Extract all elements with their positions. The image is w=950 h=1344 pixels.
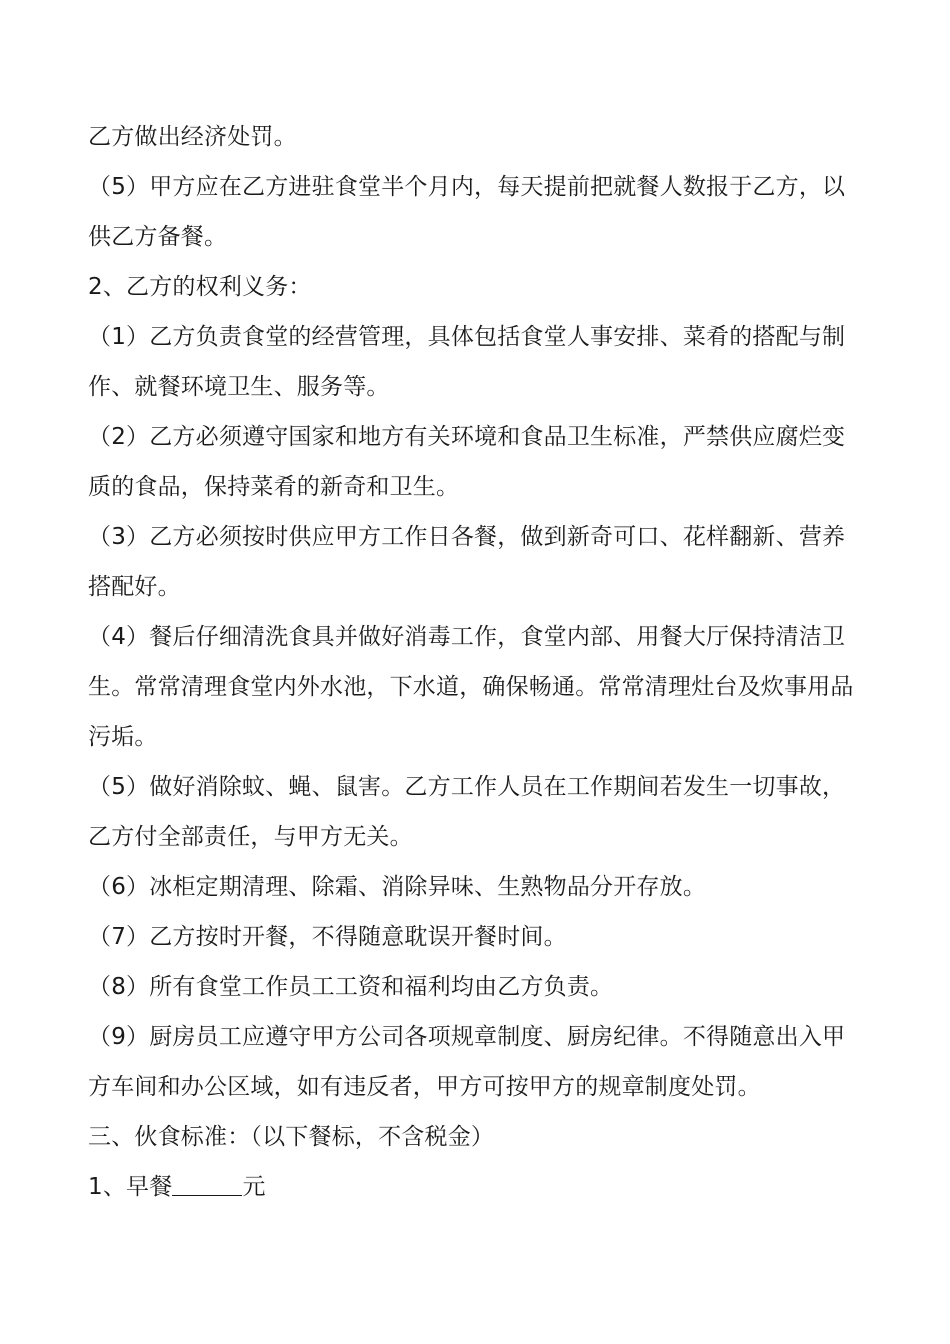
paragraph: （1）乙方负责食堂的经营管理，具体包括食堂人事安排、菜肴的搭配与制作、就餐环境卫生、服务等。 bbox=[88, 324, 846, 400]
paragraph: 乙方做出经济处罚。 bbox=[88, 124, 297, 150]
paragraph: （5）做好消除蚊、蝇、鼠害。乙方工作人员在工作期间若发生一切事故，乙方付全部责任，与甲方无关。 bbox=[88, 774, 846, 850]
paragraph: （5）甲方应在乙方进驻食堂半个月内，每天提前把就餐人数报于乙方，以供乙方备餐。 bbox=[88, 174, 846, 250]
paragraph: （2）乙方必须遵守国家和地方有关环境和食品卫生标准，严禁供应腐烂变质的食品，保持菜肴的新奇和卫生。 bbox=[88, 424, 846, 500]
paragraph: （6）冰柜定期清理、除霜、消除异味、生熟物品分开存放。 bbox=[88, 874, 707, 900]
paragraph: （9）厨房员工应遵守甲方公司各项规章制度、厨房纪律。不得随意出入甲方车间和办公区域，如有违反者，甲方可按甲方的规章制度处罚。 bbox=[88, 1024, 846, 1100]
breakfast-label: 1、早餐 bbox=[88, 1174, 173, 1200]
paragraph: 2、乙方的权利义务： bbox=[88, 274, 312, 300]
paragraph: （4）餐后仔细清洗食具并做好消毒工作，食堂内部、用餐大厅保持清洁卫生。常常清理食堂内外水池，下水道，确保畅通。常常清理灶台及炊事用品污垢。 bbox=[88, 624, 854, 750]
paragraph: （7）乙方按时开餐，不得随意耽误开餐时间。 bbox=[88, 924, 567, 950]
fill-in-blank bbox=[172, 1169, 242, 1196]
paragraph: 三、伙食标准：（以下餐标，不含税金） bbox=[88, 1124, 495, 1150]
paragraph: （3）乙方必须按时供应甲方工作日各餐，做到新奇可口、花样翻新、营养搭配好。 bbox=[88, 524, 846, 600]
breakfast-line bbox=[88, 1162, 868, 1212]
document-body bbox=[88, 112, 868, 1212]
paragraph: （8）所有食堂工作员工工资和福利均由乙方负责。 bbox=[88, 974, 614, 1000]
currency-unit: 元 bbox=[242, 1174, 266, 1200]
